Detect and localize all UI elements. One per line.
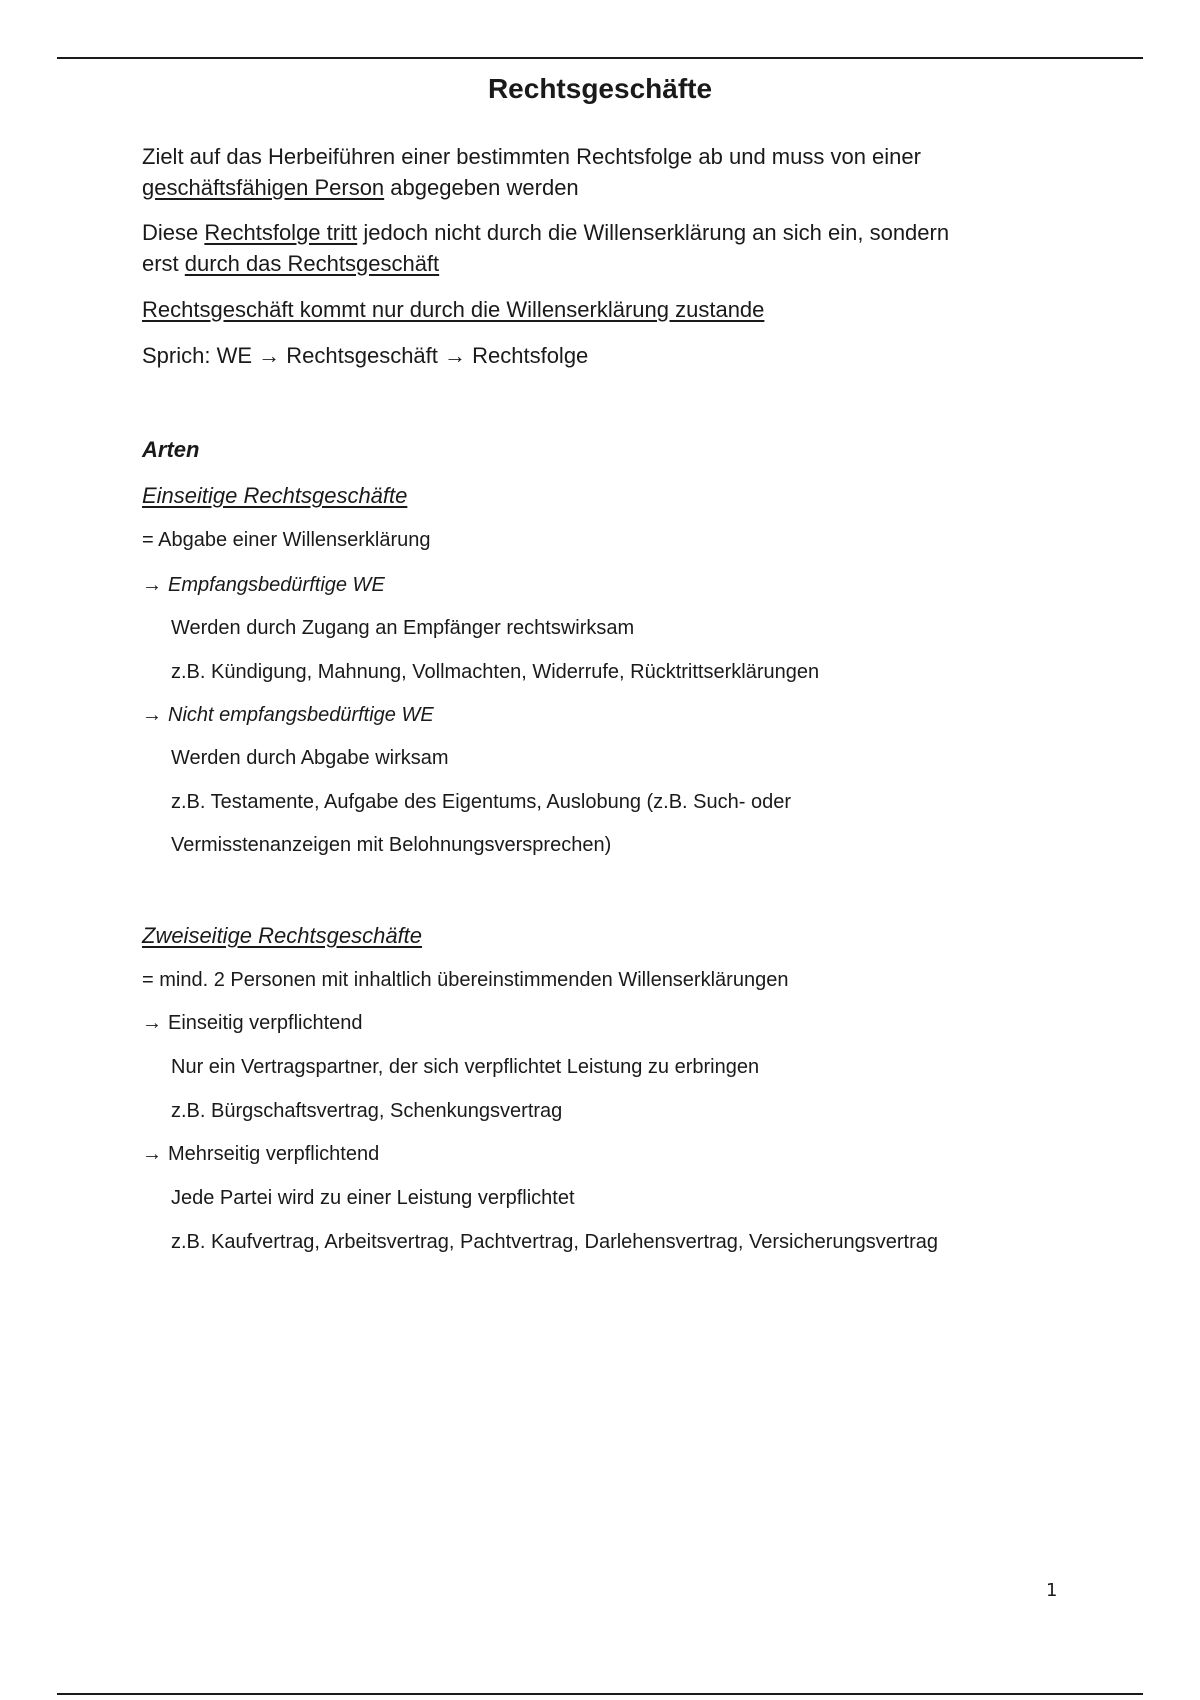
intro-line-2-rest: abgegeben werden [384,175,579,200]
zweiseitig-item-2 [142,1143,379,1166]
intro-line-2 [142,175,579,201]
intro-line-3 [142,220,949,246]
intro-line-3-start: Diese [142,220,205,245]
einseitig-item-1-example: z.B. Kündigung, Mahnung, Vollmachten, Widerrufe, Rücktrittserklärungen [171,661,820,683]
intro-line-4-start: erst [142,251,185,276]
arrow-icon: → [142,704,162,726]
intro-line-3-rest: jedoch nicht durch die Willenserklärung an sich ein, sondern [357,220,950,245]
zweiseitig-item-2-example: z.B. Kaufvertrag, Arbeitsvertrag, Pachtvertrag, Darlehensvertrag, Versicherungsvertrag [171,1231,939,1253]
einseitig-item-2-example-2: Vermisstenanzeigen mit Belohnungsversprechen) [171,834,612,856]
zweiseitig-item-1 [142,1012,363,1035]
zweiseitig-item-2-title: Mehrseitig verpflichtend [168,1143,380,1165]
top-rule [57,57,1143,59]
intro-line-1: Zielt auf das Herbeiführen einer bestimmten Rechtsfolge ab und muss von einer [142,144,921,169]
intro-line-5: Rechtsgeschäft kommt nur durch die Willenserklärung zustande [142,297,765,322]
page-title: Rechtsgeschäfte [487,73,713,104]
zweiseitig-definition: = mind. 2 Personen mit inhaltlich übereinstimmenden Willenserklärungen [142,969,789,991]
intro-line-6: Sprich: WE → Rechtsgeschäft → Rechtsfolge [142,343,589,368]
page-number: 1 [1046,1580,1058,1601]
intro-underline-person: geschäftsfähigen Person [142,175,385,200]
einseitig-definition: = Abgabe einer Willenserklärung [142,529,431,551]
zweiseitig-item-2-desc: Jede Partei wird zu einer Leistung verpflichtet [171,1187,575,1209]
zweiseitig-item-1-title: Einseitig verpflichtend [168,1012,363,1034]
einseitig-item-2 [142,704,434,727]
arrow-icon: → [142,1012,162,1034]
intro-line-4 [142,251,439,277]
intro-underline-rechtsfolge: Rechtsfolge tritt [204,220,358,245]
subheading-einseitig: Einseitige Rechtsgeschäfte [142,483,408,508]
einseitig-item-2-title: Nicht empfangsbedürftige WE [168,704,434,726]
einseitig-item-1-title: Empfangsbedürftige WE [168,574,385,596]
zweiseitig-item-1-desc: Nur ein Vertragspartner, der sich verpflichtet Leistung zu erbringen [171,1056,760,1078]
bottom-rule [57,1693,1143,1695]
arrow-icon: → [142,1143,162,1165]
subheading-zweiseitig: Zweiseitige Rechtsgeschäfte [142,923,423,948]
intro-underline-rechtsgeschaeft: durch das Rechtsgeschäft [184,251,440,276]
einseitig-item-2-example-1: z.B. Testamente, Aufgabe des Eigentums, Auslobung (z.B. Such- oder [171,791,791,813]
einseitig-item-1-desc: Werden durch Zugang an Empfänger rechtswirksam [171,617,635,639]
section-heading-arten: Arten [142,437,200,462]
einseitig-item-1 [142,574,385,597]
zweiseitig-item-1-example: z.B. Bürgschaftsvertrag, Schenkungsvertrag [171,1100,563,1122]
arrow-icon: → [142,574,162,596]
einseitig-item-2-desc: Werden durch Abgabe wirksam [171,747,449,769]
